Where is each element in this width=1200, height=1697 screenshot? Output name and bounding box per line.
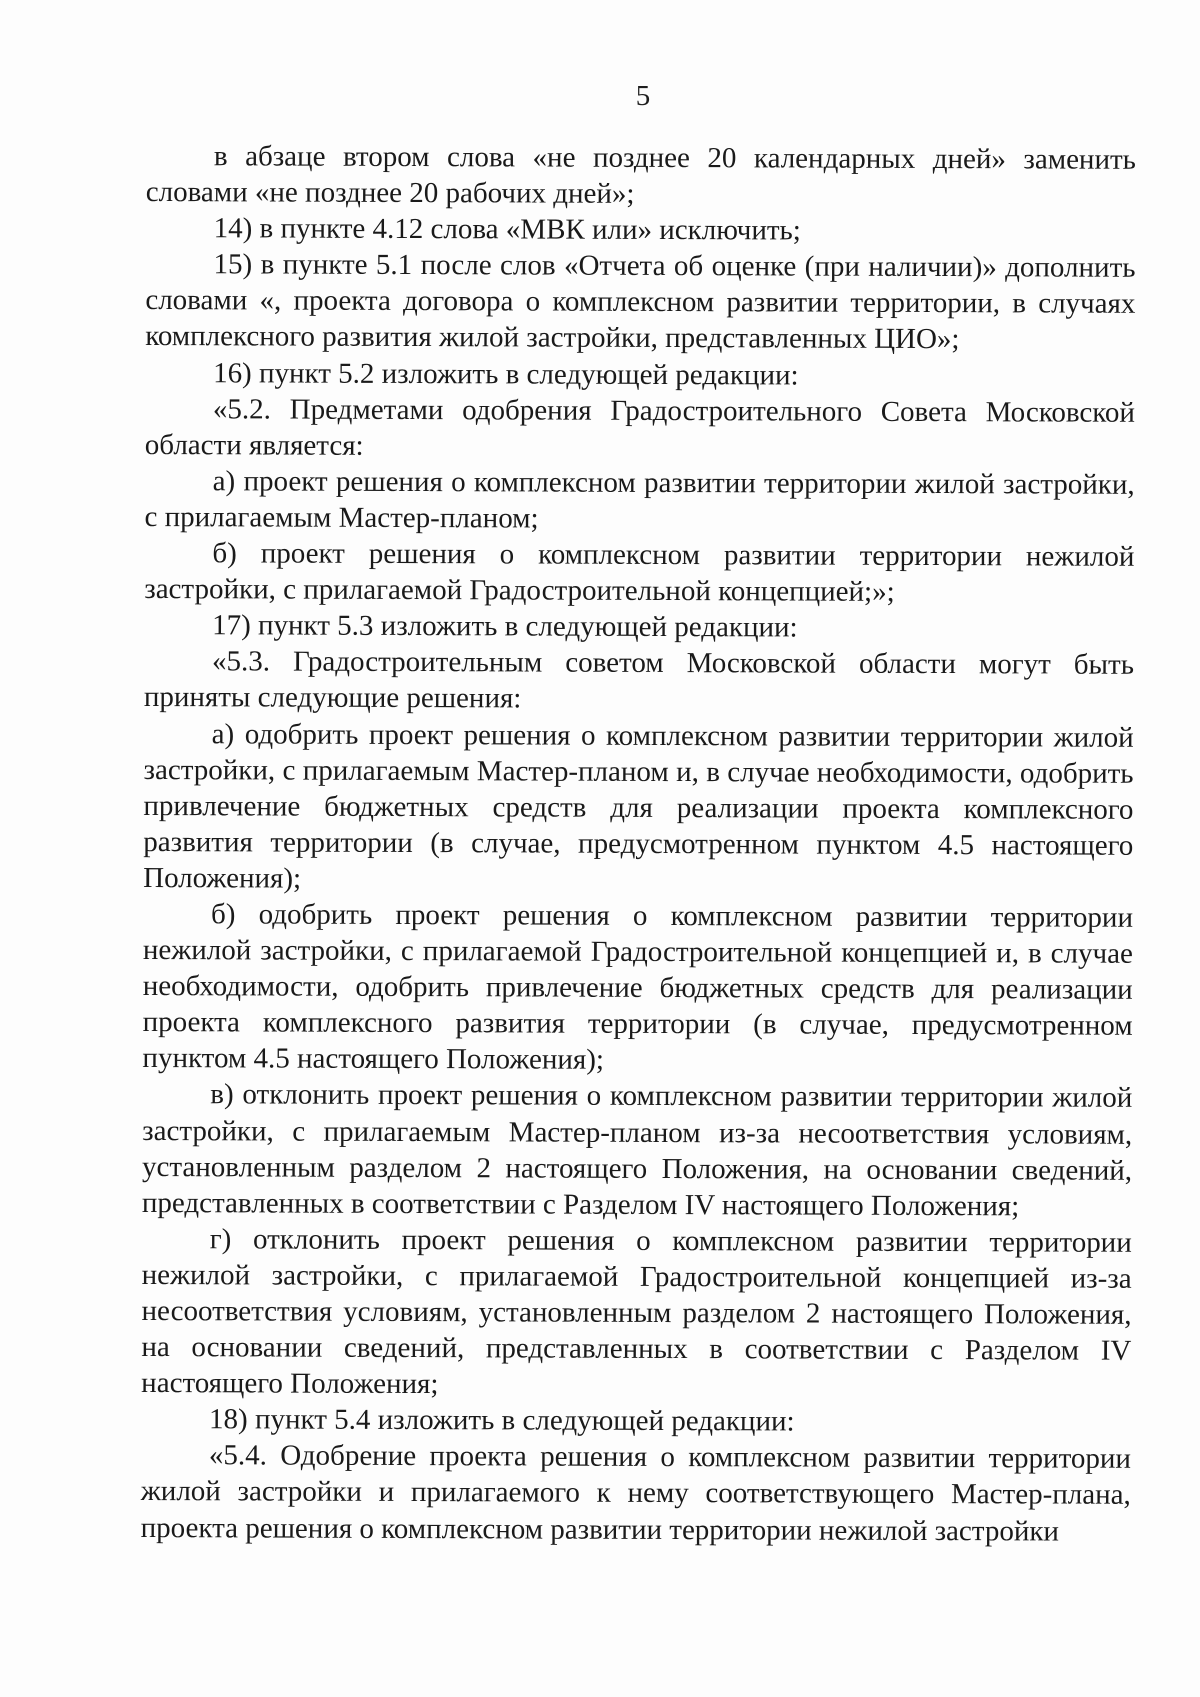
paragraph: 18) пункт 5.4 изложить в следующей редакции: (209, 1403, 795, 1438)
paragraph: в) отклонить проект решения о комплексном развитии территории жилой застройки, с прилагаемым Мастер-планом из-за несоответствия условиям, установленным разделом 2 настоящего Положения, на основании сведений, представленных в соответствии с Разделом IV настоящего Положения; (141, 1078, 1133, 1223)
paragraph: г) отклонить проект решения о комплексном развитии территории нежилой застройки, с прилагаемой Градостроительной концепцией из-за несоответствия условиям, установленным разделом 2 настоящего Положения, на основании сведений, представленных в соответствии с Разделом IV настоящего Положения; (141, 1223, 1132, 1401)
paragraph: «5.4. Одобрение проекта решения о комплексном развитии территории жилой застройки и прилагаемого к нему соответствующего Мастер-плана, проекта решения о комплексном развитии территории нежилой застройки (140, 1439, 1131, 1548)
paragraph: в абзаце втором слова «не позднее 20 календарных дней» заменить словами «не позднее 20 рабочих дней»; (145, 140, 1136, 210)
document-body (141, 138, 1136, 1549)
paragraph: 16) пункт 5.2 изложить в следующей редакции: (213, 356, 799, 392)
paragraph: 17) пункт 5.3 изложить в следующей редакции: (212, 609, 798, 644)
paragraph: а) одобрить проект решения о комплексном развитии территории жилой застройки, с прилагаемым Мастер-планом и, в случае необходимости, одобрить привлечение бюджетных средств для реализации проекта комплексного развития территории (в случае, предусмотренном пунктом 4.5 настоящего Положения); (143, 717, 1134, 895)
page-number: 5 (635, 80, 651, 112)
paragraph: 14) в пункте 4.12 слова «МВК или» исключить; (213, 212, 801, 247)
paragraph: б) одобрить проект решения о комплексном развитии территории нежилой застройки, с прилагаемой Градостроительной концепцией и, в случае необходимости, одобрить привлечение бюджетных средств для реализации проекта комплексного развития территории (в случае, предусмотренном пунктом 4.5 настоящего Положения); (142, 898, 1134, 1077)
paragraph: 15) в пункте 5.1 после слов «Отчета об оценке (при наличии)» дополнить словами «, проекта договора о комплексном развитии территории, в случаях комплексного развития жилой застройки, представленных ЦИО»; (145, 248, 1136, 356)
paragraph: б) проект решения о комплексном развитии территории нежилой застройки, с прилагаемой Градостроительной концепцией;»; (144, 537, 1135, 609)
paragraph: «5.2. Предметами одобрения Градостроительного Совета Московской области является: (144, 392, 1136, 462)
paragraph: а) проект решения о комплексном развитии территории жилой застройки, с прилагаемым Мастер-планом; (144, 465, 1135, 535)
paragraph: «5.3. Градостроительным советом Московской области могут быть приняты следующие решения: (143, 645, 1135, 715)
